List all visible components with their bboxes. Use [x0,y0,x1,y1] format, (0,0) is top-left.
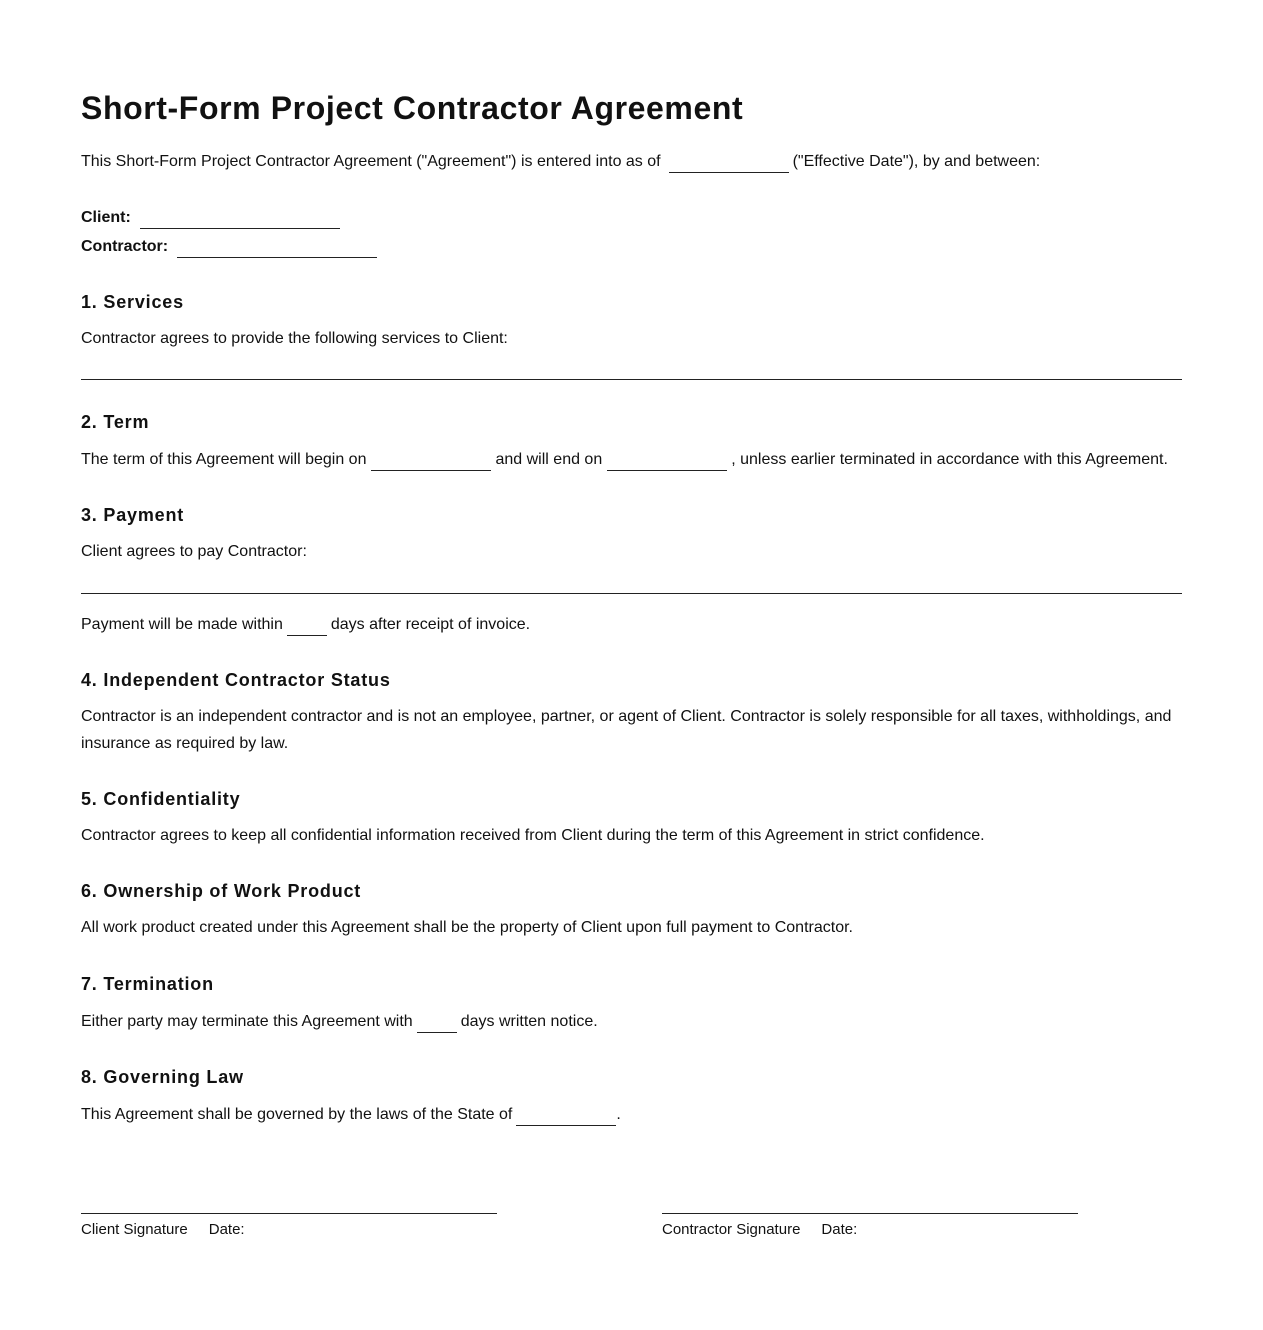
contractor-signature-line[interactable] [662,1213,1078,1214]
termination-days-blank[interactable] [417,1012,457,1033]
state-blank[interactable] [516,1105,616,1126]
payment-heading: 3. Payment [81,505,185,525]
client-signature-line[interactable] [81,1213,497,1214]
client-line [81,208,340,229]
term-heading: 2. Term [81,412,150,432]
payment-days-before: Payment will be made within [81,616,283,633]
intro-text-after: ("Effective Date"), by and between: [792,153,1041,170]
term-text-middle: and will end on [495,451,603,468]
law-text-before: This Agreement shall be governed by the laws of the State of [81,1106,513,1123]
client-signature-labels [81,1221,497,1238]
client-date-label: Date: [208,1221,245,1238]
termination-heading: 7. Termination [81,974,214,994]
contractor-signature-labels [662,1221,1078,1238]
contractor-date-label: Date: [821,1221,858,1238]
client-label: Client: [81,209,131,226]
client-name-blank[interactable] [140,208,340,229]
client-signature-block [81,1213,497,1238]
contractor-name-blank[interactable] [177,237,377,258]
term-line [81,450,1168,471]
law-text-after: . [616,1106,621,1123]
services-text: Contractor agrees to provide the following services to Client: [81,330,508,347]
ownership-text: All work product created under this Agreement shall be the property of Client upon full payment to Contractor. [81,919,853,936]
confidentiality-text: Contractor agrees to keep all confidential information received from Client during the term of this Agreement in strict confidence. [81,827,985,844]
payment-days-after: days after receipt of invoice. [330,616,531,633]
law-line [81,1105,621,1126]
intro-text-before: This Short-Form Project Contractor Agreement ("Agreement") is entered into as of [81,153,661,170]
term-text-before: The term of this Agreement will begin on [81,451,367,468]
payment-fill-line[interactable] [81,593,1182,594]
status-heading: 4. Independent Contractor Status [81,670,391,690]
payment-days-blank[interactable] [287,615,327,636]
term-start-blank[interactable] [371,450,491,471]
term-text-after: , unless earlier terminated in accordance with this Agreement. [731,451,1168,468]
contractor-signature-label: Contractor Signature [662,1221,801,1238]
document-title: Short-Form Project Contractor Agreement [81,90,744,126]
services-fill-line[interactable] [81,379,1182,380]
status-text: Contractor is an independent contractor and is not an employee, partner, or agent of Client. Contractor is solely responsible for all taxes, withholdings, and insurance as required by law. [81,708,1172,752]
ownership-heading: 6. Ownership of Work Product [81,881,362,901]
term-end-blank[interactable] [607,450,727,471]
termination-text-after: days written notice. [460,1013,598,1030]
contractor-signature-block [662,1213,1078,1238]
confidentiality-heading: 5. Confidentiality [81,789,241,809]
client-signature-label: Client Signature [81,1221,188,1238]
termination-text-before: Either party may terminate this Agreement with [81,1013,413,1030]
services-heading: 1. Services [81,292,184,312]
contractor-line [81,237,377,258]
effective-date-blank[interactable] [669,152,789,173]
payment-days-line [81,615,530,636]
contractor-label: Contractor: [81,238,169,255]
termination-line [81,1012,598,1033]
law-heading: 8. Governing Law [81,1067,244,1087]
intro-line [81,152,1040,173]
payment-text: Client agrees to pay Contractor: [81,543,307,560]
